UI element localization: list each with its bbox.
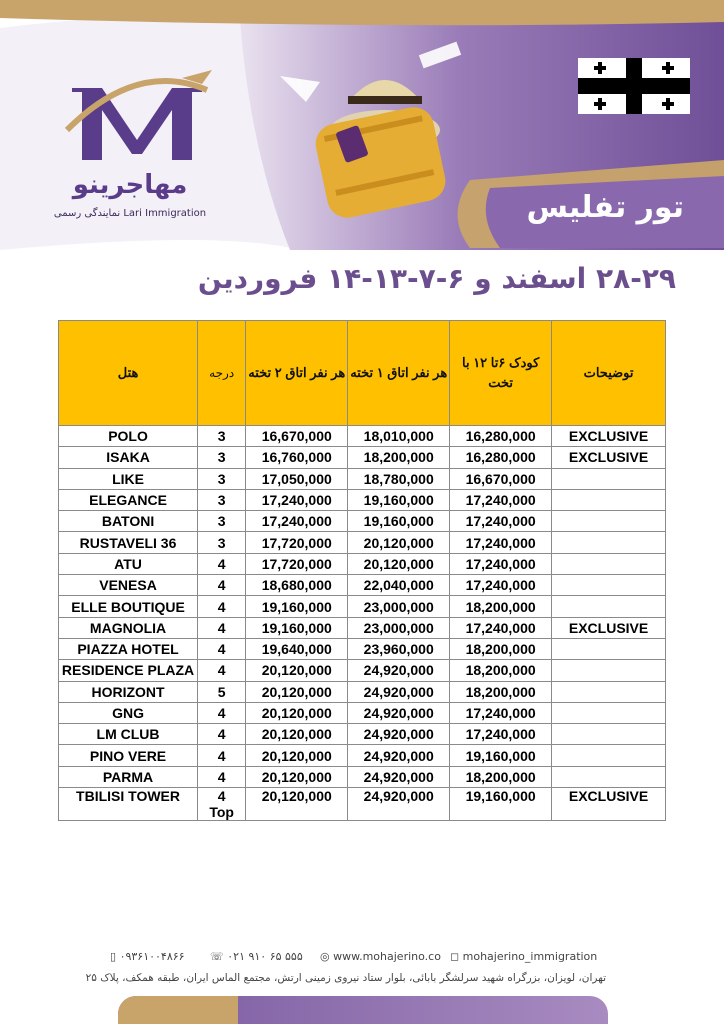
child-price-cell: 17,240,000: [450, 511, 552, 532]
double-price-cell: 20,120,000: [246, 724, 348, 745]
child-price-cell: 17,240,000: [450, 724, 552, 745]
grade-cell: [198, 617, 246, 638]
child-price-cell: 19,160,000: [450, 745, 552, 766]
hotel-cell: ATU: [59, 553, 198, 574]
double-price-cell: 19,160,000: [246, 617, 348, 638]
price-table: [58, 320, 666, 821]
hotel-cell: POLO: [59, 426, 198, 447]
header-single: هر نفر اتاق ۱ تخته: [348, 321, 450, 426]
mobile-contact: [110, 950, 185, 963]
hotel-cell: GNG: [59, 702, 198, 723]
notes-cell: [552, 468, 666, 489]
tour-dates: ۲۸-۲۹ اسفند و ۶-۷-۱۳-۱۴ فروردین: [197, 262, 676, 295]
grade-value: 4: [217, 747, 226, 764]
grade-cell: [198, 468, 246, 489]
header-hotel: هتل: [59, 321, 198, 426]
hotel-cell: LM CLUB: [59, 724, 198, 745]
single-price-cell: 23,960,000: [348, 638, 450, 659]
child-price-cell: 16,280,000: [450, 426, 552, 447]
grade-value: 3: [217, 534, 226, 551]
notes-cell: [552, 532, 666, 553]
single-price-cell: 19,160,000: [348, 511, 450, 532]
hotel-cell: ISAKA: [59, 447, 198, 468]
georgia-flag-icon: [578, 58, 690, 114]
table-row: [59, 575, 666, 596]
grade-value: 5: [217, 683, 226, 700]
notes-cell: EXCLUSIVE: [552, 788, 666, 821]
single-price-cell: 22,040,000: [348, 575, 450, 596]
table-row: [59, 766, 666, 787]
table-row: [59, 532, 666, 553]
table-row: [59, 660, 666, 681]
single-price-cell: 24,920,000: [348, 745, 450, 766]
header-double: هر نفر اتاق ۲ تخته: [246, 321, 348, 426]
hotel-cell: RESIDENCE PLAZA: [59, 660, 198, 681]
table-row: [59, 489, 666, 510]
hotel-cell: TBILISI TOWER: [59, 788, 198, 821]
child-price-cell: 18,200,000: [450, 681, 552, 702]
mobile-icon: ▯: [110, 950, 120, 963]
hotel-cell: HORIZONT: [59, 681, 198, 702]
grade-value: 3: [217, 492, 226, 509]
notes-cell: [552, 745, 666, 766]
single-price-cell: 18,780,000: [348, 468, 450, 489]
child-price-cell: 19,160,000: [450, 788, 552, 821]
single-price-cell: 20,120,000: [348, 532, 450, 553]
grade-value: 3: [217, 449, 226, 466]
hotel-cell: ELEGANCE: [59, 489, 198, 510]
double-price-cell: 16,670,000: [246, 426, 348, 447]
grade-cell: [198, 489, 246, 510]
instagram-contact[interactable]: [450, 950, 597, 963]
table-row: [59, 681, 666, 702]
child-price-cell: 17,240,000: [450, 489, 552, 510]
hotel-cell: ELLE BOUTIQUE: [59, 596, 198, 617]
hotel-cell: PARMA: [59, 766, 198, 787]
single-price-cell: 24,920,000: [348, 766, 450, 787]
grade-value: 3: [217, 513, 226, 530]
grade-value: 4: [217, 577, 226, 594]
grade-cell: [198, 575, 246, 596]
hotel-cell: LIKE: [59, 468, 198, 489]
grade-value: 4: [217, 598, 226, 615]
double-price-cell: 20,120,000: [246, 766, 348, 787]
notes-cell: EXCLUSIVE: [552, 617, 666, 638]
grade-extra: Top: [209, 804, 234, 821]
footer-accent: [118, 996, 238, 1024]
hotel-cell: RUSTAVELI 36: [59, 532, 198, 553]
double-price-cell: 17,720,000: [246, 532, 348, 553]
table-row: [59, 702, 666, 723]
instagram-icon: ◻: [450, 950, 463, 963]
double-price-cell: 17,720,000: [246, 553, 348, 574]
grade-value: 4: [217, 705, 226, 721]
child-price-cell: 17,240,000: [450, 617, 552, 638]
double-price-cell: 19,160,000: [246, 596, 348, 617]
header-notes: توضیحات: [552, 321, 666, 426]
hotel-cell: VENESA: [59, 575, 198, 596]
phone-icon: ☏: [210, 950, 228, 963]
double-price-cell: 17,240,000: [246, 489, 348, 510]
double-price-cell: 17,050,000: [246, 468, 348, 489]
grade-cell: [198, 788, 246, 821]
notes-cell: [552, 511, 666, 532]
website-contact[interactable]: [320, 950, 441, 963]
phone-contact: [210, 950, 303, 963]
notes-cell: [552, 660, 666, 681]
grade-cell: [198, 681, 246, 702]
globe-icon: ◎: [320, 950, 334, 963]
single-price-cell: 24,920,000: [348, 788, 450, 821]
address: تهران، لویزان، بزرگراه شهید سرلشگر بابائی، بلوار ستاد نیروی زمینی ارتش، مجتمع الماس ایران، طبقه همکف، پلاک ۲۵: [85, 972, 606, 984]
brand-name: مهاجرینو: [72, 170, 188, 200]
notes-cell: [552, 702, 666, 723]
child-price-cell: 18,200,000: [450, 660, 552, 681]
hotel-cell: PINO VERE: [59, 745, 198, 766]
grade-value: 4: [217, 662, 226, 679]
table-header-row: [59, 321, 666, 426]
table-row: [59, 426, 666, 447]
single-price-cell: 18,200,000: [348, 447, 450, 468]
grade-cell: [198, 660, 246, 681]
child-price-cell: 18,200,000: [450, 596, 552, 617]
grade-cell: [198, 447, 246, 468]
grade-value: 4: [217, 768, 226, 785]
grade-value: 4: [217, 555, 226, 572]
double-price-cell: 20,120,000: [246, 702, 348, 723]
child-price-cell: 17,240,000: [450, 532, 552, 553]
grade-value: 4: [217, 788, 226, 805]
tour-title: تور تفلیس: [526, 190, 684, 225]
single-price-cell: 23,000,000: [348, 617, 450, 638]
single-price-cell: 24,920,000: [348, 660, 450, 681]
grade-value: 4: [217, 641, 226, 658]
brand-subtitle: نمایندگی رسمی Lari Immigration: [53, 208, 207, 219]
grade-value: 4: [217, 726, 226, 743]
single-price-cell: 24,920,000: [348, 702, 450, 723]
notes-cell: [552, 575, 666, 596]
single-price-cell: 23,000,000: [348, 596, 450, 617]
double-price-cell: 17,240,000: [246, 511, 348, 532]
double-price-cell: 18,680,000: [246, 575, 348, 596]
phone-number: ۰۲۱ ۹۱۰ ۶۵ ۵۵۵: [227, 950, 303, 963]
grade-cell: [198, 745, 246, 766]
double-price-cell: 20,120,000: [246, 788, 348, 821]
notes-cell: [552, 553, 666, 574]
hotel-cell: PIAZZA HOTEL: [59, 638, 198, 659]
notes-cell: [552, 766, 666, 787]
grade-cell: [198, 511, 246, 532]
table-row: [59, 788, 666, 821]
notes-cell: [552, 638, 666, 659]
header-child: کودک ۶تا ۱۲ با تخت: [450, 321, 552, 426]
single-price-cell: 24,920,000: [348, 681, 450, 702]
double-price-cell: 20,120,000: [246, 745, 348, 766]
notes-cell: [552, 681, 666, 702]
brand-logo: [40, 70, 220, 230]
child-price-cell: 18,200,000: [450, 766, 552, 787]
grade-value: 4: [217, 619, 226, 636]
instagram-handle[interactable]: mohajerino_immigration: [462, 950, 598, 963]
double-price-cell: 20,120,000: [246, 681, 348, 702]
table-row: [59, 553, 666, 574]
table-row: [59, 638, 666, 659]
table-row: [59, 617, 666, 638]
contact-bar: [110, 950, 610, 970]
single-price-cell: 24,920,000: [348, 724, 450, 745]
grade-value: 3: [217, 428, 226, 445]
child-price-cell: 16,280,000: [450, 447, 552, 468]
grade-cell: [198, 724, 246, 745]
grade-cell: [198, 426, 246, 447]
grade-cell: [198, 702, 246, 723]
grade-cell: [198, 766, 246, 787]
hotel-cell: MAGNOLIA: [59, 617, 198, 638]
child-price-cell: 17,240,000: [450, 553, 552, 574]
grade-cell: [198, 596, 246, 617]
grade-cell: [198, 532, 246, 553]
table-row: [59, 468, 666, 489]
notes-cell: [552, 724, 666, 745]
grade-value: 3: [217, 470, 226, 487]
brand-m-icon: [62, 70, 212, 170]
table-row: [59, 745, 666, 766]
hotel-cell: BATONI: [59, 511, 198, 532]
child-price-cell: 17,240,000: [450, 702, 552, 723]
suitcase-illustration: [280, 30, 480, 230]
double-price-cell: 16,760,000: [246, 447, 348, 468]
notes-cell: EXCLUSIVE: [552, 426, 666, 447]
table-row: [59, 596, 666, 617]
notes-cell: [552, 489, 666, 510]
grade-cell: [198, 553, 246, 574]
website-link[interactable]: www.mohajerino.co: [333, 950, 441, 963]
child-price-cell: 17,240,000: [450, 575, 552, 596]
double-price-cell: 19,640,000: [246, 638, 348, 659]
notes-cell: [552, 596, 666, 617]
grade-cell: [198, 638, 246, 659]
table-row: [59, 447, 666, 468]
notes-cell: EXCLUSIVE: [552, 447, 666, 468]
table-row: [59, 511, 666, 532]
single-price-cell: 20,120,000: [348, 553, 450, 574]
single-price-cell: 18,010,000: [348, 426, 450, 447]
double-price-cell: 20,120,000: [246, 660, 348, 681]
child-price-cell: 16,670,000: [450, 468, 552, 489]
child-price-cell: 18,200,000: [450, 638, 552, 659]
header-grade: درجه: [198, 321, 246, 426]
table-row: [59, 724, 666, 745]
mobile-number: ۰۹۳۶۱۰۰۴۸۶۶: [119, 950, 185, 963]
single-price-cell: 19,160,000: [348, 489, 450, 510]
